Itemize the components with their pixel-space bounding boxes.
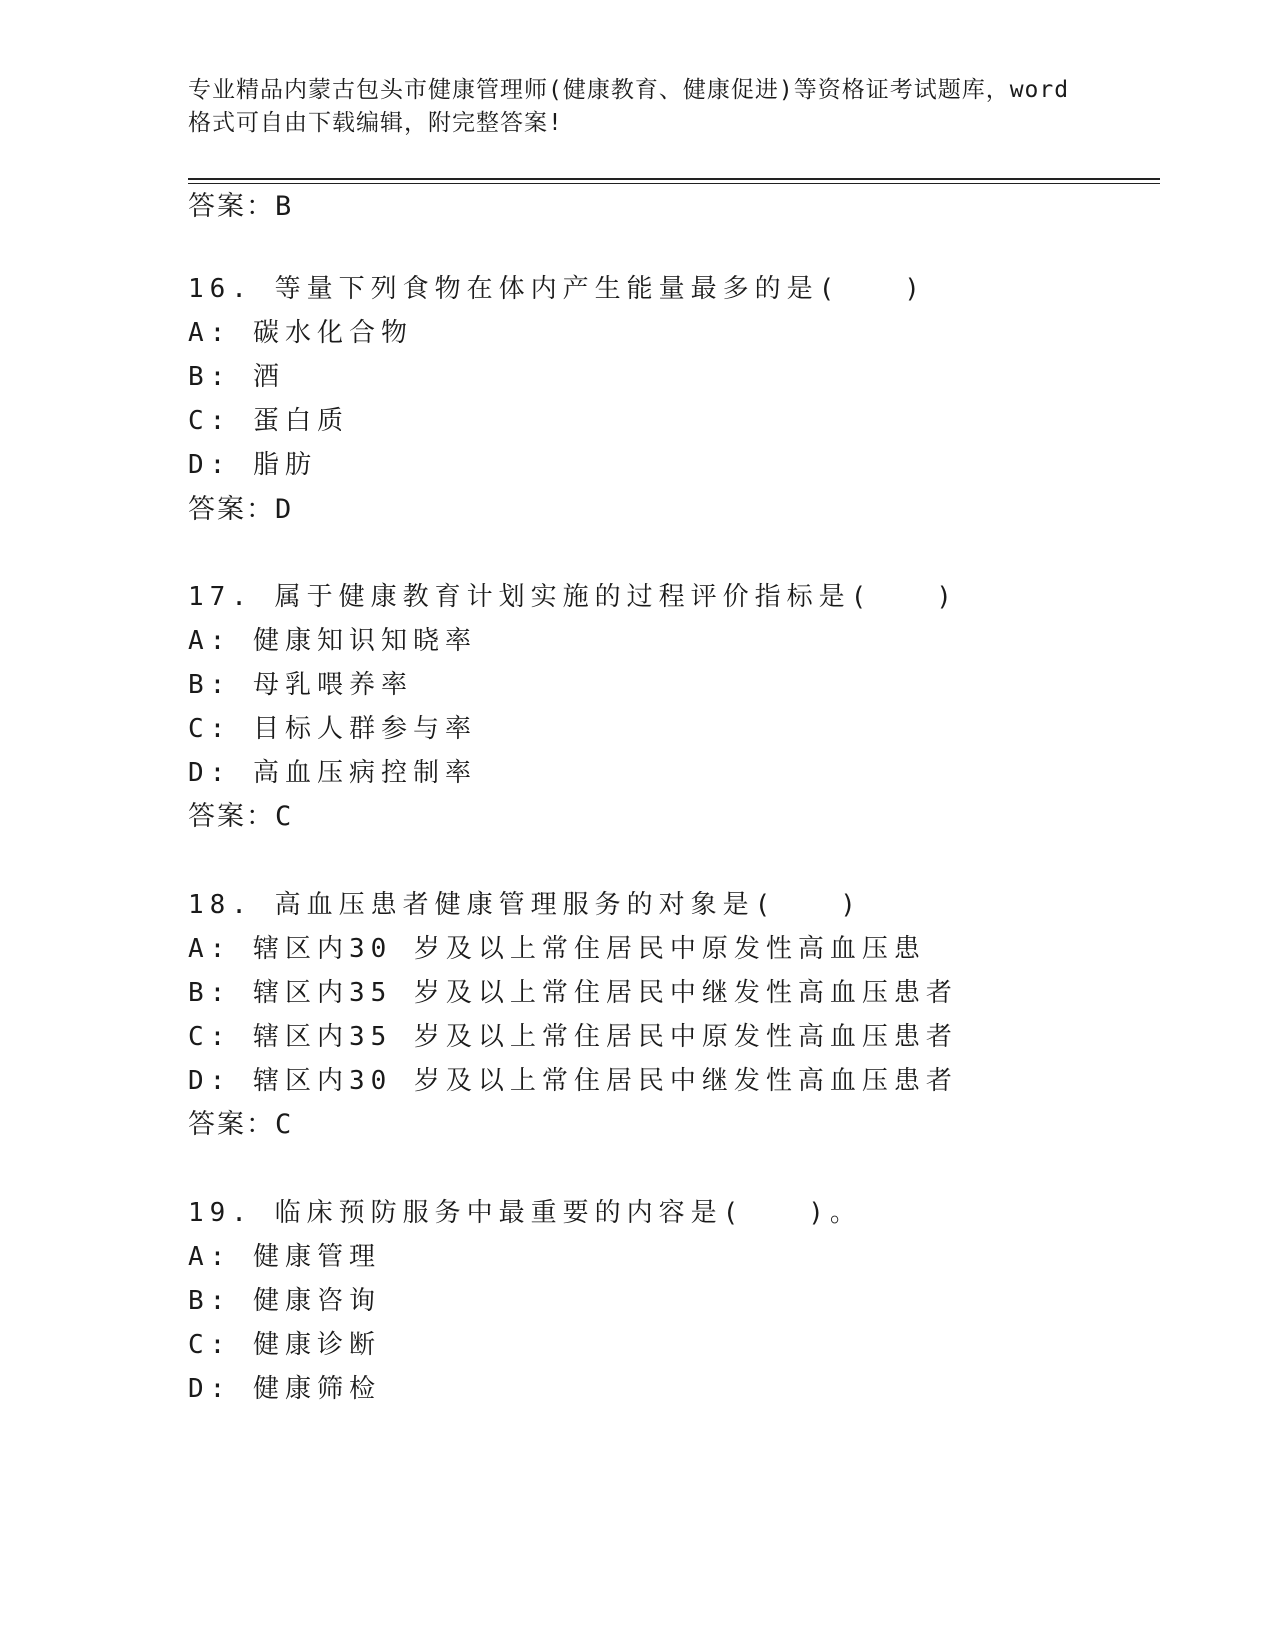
- question-18-stem: 18. 高血压患者健康管理服务的对象是( ): [188, 890, 862, 920]
- question-17-option-c: C: 目标人群参与率: [188, 714, 477, 744]
- question-16-stem: 16. 等量下列食物在体内产生能量最多的是( ): [188, 274, 926, 304]
- answer-line-15: 答案：B: [188, 191, 294, 222]
- question-16-option-c: C: 蛋白质: [188, 406, 349, 436]
- question-18-option-c: C: 辖区内35 岁及以上常住居民中原发性高血压患者: [188, 1022, 958, 1052]
- header-line-1: 专业精品内蒙古包头市健康管理师(健康教育、健康促进)等资格证考试题库，word: [188, 77, 1070, 103]
- question-16-option-d: D: 脂肪: [188, 450, 317, 480]
- document-header: [188, 74, 1088, 140]
- question-19-stem: 19. 临床预防服务中最重要的内容是( )。: [188, 1198, 862, 1228]
- question-19-option-b: B: 健康咨询: [188, 1286, 381, 1316]
- answer-line-17: 答案：C: [188, 801, 294, 832]
- question-19-option-d: D: 健康筛检: [188, 1374, 381, 1404]
- question-16-option-b: B: 酒: [188, 362, 285, 392]
- question-19-option-a: A: 健康管理: [188, 1242, 381, 1272]
- question-17-option-a: A: 健康知识知晓率: [188, 626, 477, 656]
- question-18-option-d: D: 辖区内30 岁及以上常住居民中继发性高血压患者: [188, 1066, 958, 1096]
- question-18-option-b: B: 辖区内35 岁及以上常住居民中继发性高血压患者: [188, 978, 958, 1008]
- answer-line-18: 答案：C: [188, 1109, 294, 1140]
- header-divider-thick: [188, 178, 1160, 180]
- question-17-option-b: B: 母乳喂养率: [188, 670, 413, 700]
- answer-line-16: 答案：D: [188, 494, 294, 525]
- question-16-option-a: A: 碳水化合物: [188, 318, 413, 348]
- header-divider-thin: [188, 183, 1160, 184]
- header-line-2: 格式可自由下载编辑，附完整答案!: [188, 110, 563, 136]
- question-19-option-c: C: 健康诊断: [188, 1330, 381, 1360]
- question-17-option-d: D: 高血压病控制率: [188, 758, 477, 788]
- question-18-option-a: A: 辖区内30 岁及以上常住居民中原发性高血压患: [188, 934, 926, 964]
- question-17-stem: 17. 属于健康教育计划实施的过程评价指标是( ): [188, 582, 958, 612]
